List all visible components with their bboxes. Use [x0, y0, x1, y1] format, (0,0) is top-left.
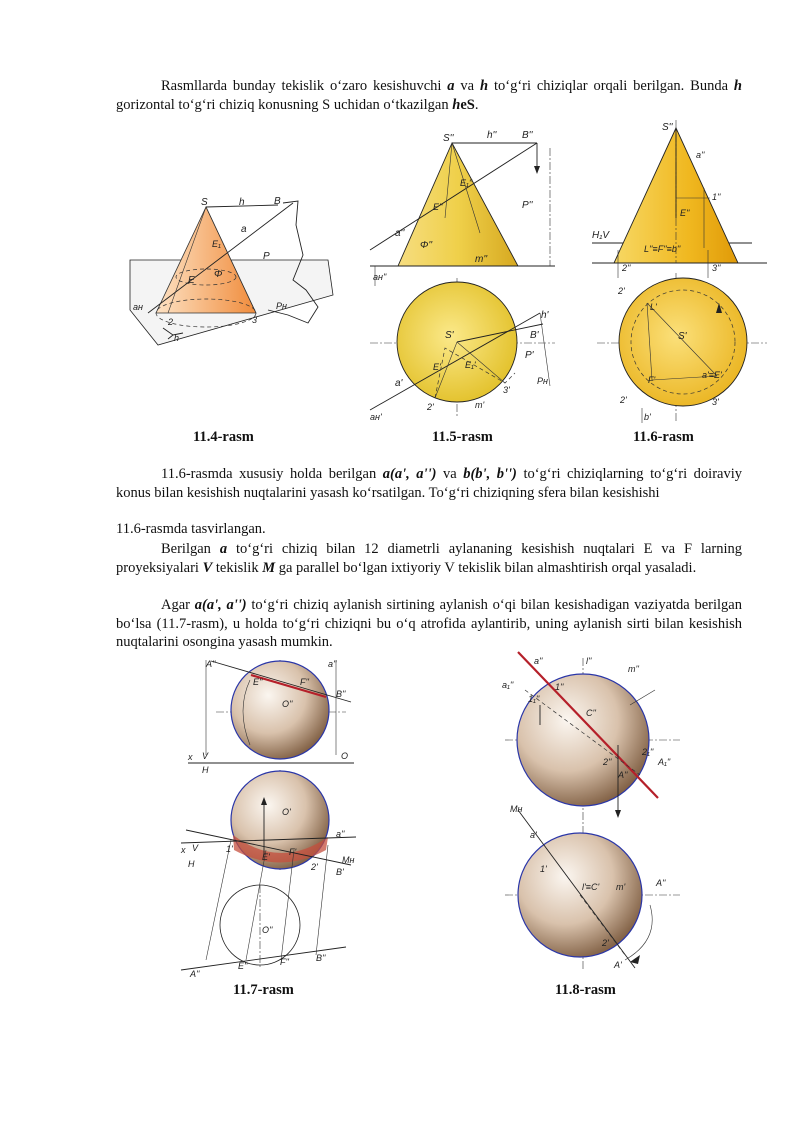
- paragraph-4: [116, 540, 742, 577]
- label-a2: a'': [534, 656, 543, 666]
- label-a2: a'': [696, 150, 705, 160]
- label-ab: A': [614, 960, 622, 970]
- label-2: 2': [311, 862, 318, 872]
- label-2: 2: [168, 317, 174, 327]
- label-a1: a₁'': [502, 680, 514, 690]
- label-ap: a': [530, 830, 537, 840]
- label-fp: F': [648, 375, 656, 385]
- label-e1: E₁: [212, 239, 221, 249]
- label-bp: B': [336, 867, 344, 877]
- label-m2: m'': [628, 664, 639, 674]
- label-h1v: H₁V: [592, 230, 610, 241]
- label-o2: O'': [282, 699, 293, 709]
- paragraph-2-text: 11.6-rasmda xususiy holda berilgan a(a', a'') va b(b', b'') to‘g‘ri chiziqlarning to‘g‘ri doiraviy konus bilan kesishish nuqtalarini yasash ko‘rsatilgan. To‘g‘ri chiziqning sfera bilan kesishishi: [116, 466, 742, 501]
- label-v: V: [202, 751, 209, 761]
- label-lp: L': [650, 302, 657, 312]
- label-2p-top: 2': [618, 286, 625, 296]
- label-ae: a'≡E': [702, 370, 722, 380]
- label-2: 2'': [622, 263, 631, 273]
- label-fp: F': [289, 847, 297, 857]
- label-3p: 3': [503, 385, 510, 395]
- figure-11-8: [500, 650, 690, 975]
- label-mh: Mн: [342, 855, 355, 865]
- label-1: 1': [226, 844, 233, 854]
- label-2p: 2': [427, 402, 434, 412]
- label-ab: A'': [190, 969, 200, 979]
- label-2p: 2': [602, 938, 609, 948]
- label-sp: S': [678, 331, 687, 342]
- label-3: 3: [252, 315, 258, 325]
- label-1: 1'': [712, 192, 721, 202]
- label-1a: 1'': [555, 682, 564, 692]
- label-e2: E'': [680, 208, 690, 218]
- label-e: E: [188, 275, 195, 286]
- label-b: B: [274, 196, 281, 207]
- cone-top-circle: [619, 278, 747, 406]
- figure-11-7: [176, 655, 366, 980]
- caption-11-7: 11.7-rasm: [233, 982, 294, 998]
- label-a2-top: A'': [206, 659, 216, 669]
- label-a2: a'': [328, 659, 337, 669]
- label-l2: l'': [586, 656, 592, 666]
- label-ap: a'': [336, 829, 345, 839]
- label-s2: S'': [662, 122, 673, 133]
- label-a2r: A'': [656, 878, 666, 888]
- label-h: h: [239, 197, 245, 208]
- figure-11-4: [128, 195, 338, 355]
- label-3p: 3': [712, 397, 719, 407]
- label-m2: m'': [475, 254, 488, 265]
- label-1p: 1': [540, 864, 547, 874]
- label-bp: B': [530, 330, 539, 341]
- label-lc: l'≡C': [582, 882, 600, 892]
- label-bb: B'': [316, 953, 326, 963]
- label-3: 3'': [712, 263, 721, 273]
- label-a12: A₁'': [658, 757, 671, 767]
- caption-11-6: 11.6-rasm: [633, 429, 694, 445]
- label-mp: m': [616, 882, 626, 892]
- label-a2b: A'': [618, 770, 628, 780]
- label-21: 2₁'': [642, 747, 654, 757]
- label-e1p: E₁': [465, 360, 476, 370]
- figure-11-5: [365, 128, 560, 423]
- label-c2: C'': [586, 708, 596, 718]
- label-phi: Φ: [214, 269, 223, 280]
- label-ahp: aн': [370, 412, 382, 422]
- label-b2: B'': [522, 130, 533, 141]
- label-x: x: [188, 752, 193, 762]
- label-ep: E': [262, 852, 270, 862]
- figure-11-6: [592, 118, 772, 423]
- label-e2: E'': [433, 202, 443, 212]
- label-v1: V: [192, 843, 199, 853]
- sphere-front: [231, 661, 329, 759]
- caption-11-4: 11.4-rasm: [193, 429, 254, 445]
- label-a: a: [241, 224, 247, 235]
- label-2p-bottom: 2': [620, 395, 627, 405]
- label-h-mark: h: [174, 333, 180, 343]
- label-op: O': [282, 807, 291, 817]
- caption-11-8: 11.8-rasm: [555, 982, 616, 998]
- label-ah2: aн'': [373, 272, 387, 282]
- label-s2: S'': [443, 133, 454, 144]
- label-ah: aн: [133, 302, 143, 312]
- label-ap: a': [395, 378, 403, 389]
- paragraph-3: [116, 520, 742, 539]
- label-a2: a'': [395, 228, 405, 239]
- label-hp: h': [541, 310, 549, 321]
- label-e2: E'': [253, 677, 263, 687]
- label-ph: Pн: [537, 376, 548, 386]
- label-p2: P'': [522, 200, 533, 211]
- label-p: P: [263, 251, 270, 262]
- label-h1: H: [188, 859, 195, 869]
- label-mh: Mн: [510, 804, 523, 814]
- label-o: O: [341, 751, 349, 761]
- label-mp: m': [475, 400, 485, 410]
- paragraph-2: [116, 465, 742, 502]
- label-pp: P': [525, 350, 534, 361]
- label-h2: h'': [487, 130, 497, 141]
- label-2: 2'': [603, 757, 612, 767]
- paragraph-5-text: Agar a(a', a'') to‘g‘ri chiziq aylanish sirtining aylanish o‘qi bilan kesishadigan vaziyatda berilgan bo‘lsa (11.7-rasm), u holda to‘g‘ri chiziqni bu o‘q atrofida aylantirib, uning aylanish sirti bilan kesishish nuqtalarini osongina yasash mumkin.: [116, 597, 742, 650]
- paragraph-1: [116, 77, 742, 114]
- label-og: O'': [262, 925, 273, 935]
- label-h: H: [202, 765, 209, 775]
- label-s1: S': [445, 330, 454, 341]
- label-s: S: [201, 197, 208, 208]
- paragraph-3-text: 11.6-rasmda tasvirlangan.: [116, 521, 266, 537]
- label-b2: B'': [336, 689, 346, 699]
- label-e12: E₁'': [460, 178, 473, 188]
- caption-11-5: 11.5-rasm: [432, 429, 493, 445]
- label-fb: F'': [280, 957, 289, 967]
- paragraph-5: [116, 596, 742, 652]
- label-bp: b': [644, 412, 651, 422]
- label-f2: F'': [300, 677, 309, 687]
- label-x1: x: [181, 845, 186, 855]
- label-phi2: Φ'': [420, 240, 433, 251]
- paragraph-4-text: Berilgan a to‘g‘ri chiziq bilan 12 diametrli aylananing kesishish nuqtalari E va F larning proyeksiyalari V tekislik M ga parallel bo‘lgan ixtiyoriy V tekislik bilan almashtirish orqal yasaladi.: [116, 541, 743, 576]
- paragraph-1-text: Rasmllarda bunday tekislik o‘zaro kesishuvchi a va h to‘g‘ri chiziqlar orqali berilgan. Bunda h gorizontal to‘g‘ri chiziq konusning S uchidan o‘tkazilgan heS.: [116, 78, 742, 113]
- label-1b: 1₁'': [528, 694, 540, 704]
- label-ep: E': [433, 362, 441, 372]
- label-ph: Pн: [276, 301, 287, 311]
- label-lfb: L''≡F''≡b'': [644, 244, 681, 254]
- label-eb: E'': [238, 961, 248, 971]
